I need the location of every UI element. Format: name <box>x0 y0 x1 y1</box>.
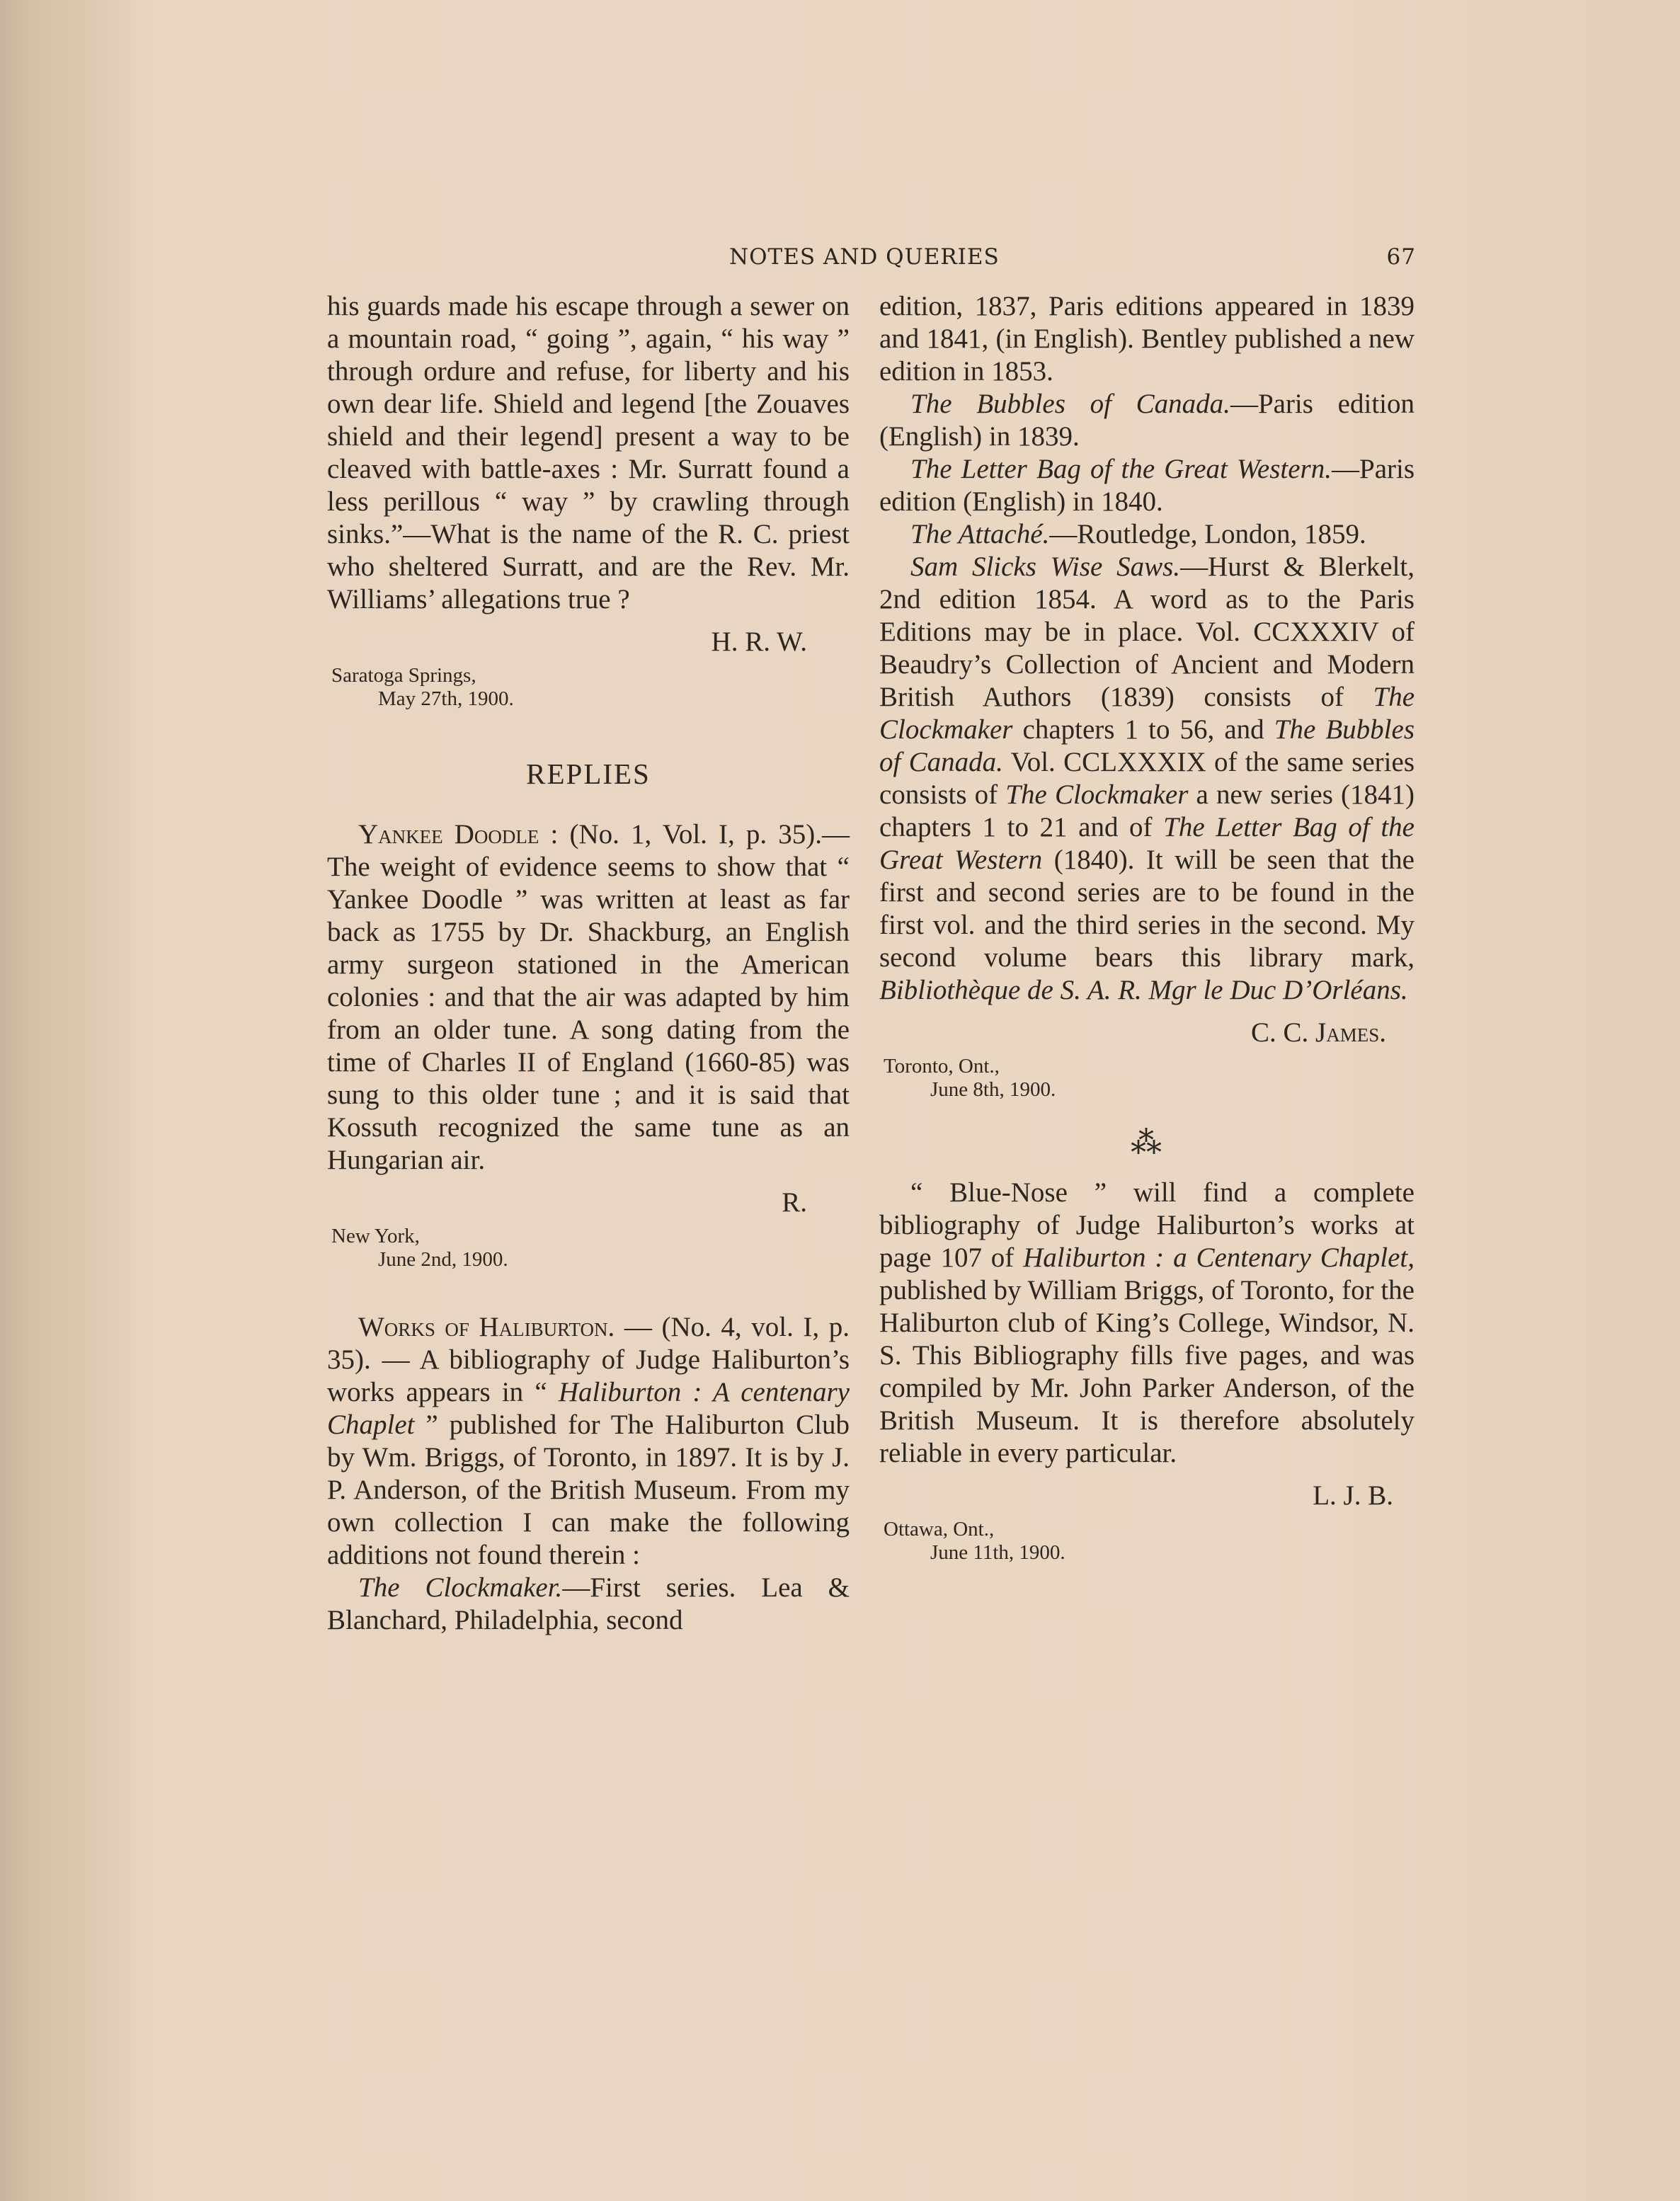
dateline-place: New York, <box>331 1225 420 1247</box>
entry-wise-saws: Sam Slicks Wise Saws.—Hurst & Blerkelt, 2nd edition 1854. A word as to the Paris Editions may be in place. Vol. CCXXXIV of Beaudry’s Collection of Ancient and Modern British Authors (1839) consists of The Clockmaker chapters 1 to 56, and The Bubbles of Canada. Vol. CCLXXXIX of the same series consists of The Clockmaker a new series (1841) chapters 1 to 21 and of The Letter Bag of the Great Western (1840). It will be seen that the first and second series are to be found in the first vol. and the third series in the second. My second volume bears this library mark, Bibliothèque de S. A. R. Mgr le Duc D’Orléans. <box>879 551 1415 1005</box>
reply-heading: Works of Haliburton. <box>358 1312 615 1342</box>
dateline-date: May 27th, 1900. <box>378 687 514 710</box>
signature-r: R. <box>782 1187 807 1218</box>
dateline-place: Saratoga Springs, <box>331 664 476 687</box>
running-header <box>326 244 1416 280</box>
entry-bubbles-of-canada: The Bubbles of Canada.—Paris edition (English) in 1839. <box>879 389 1415 452</box>
header-title: NOTES AND QUERIES <box>729 244 1000 270</box>
dateline-date: June 2nd, 1900. <box>378 1248 508 1271</box>
right-paragraph-1: edition, 1837, Paris editions appeared in 1839 and 1841, (in English). Bentley published a new edition in 1853. <box>879 291 1415 387</box>
page-gutter-shadow <box>0 0 142 2201</box>
reply-yankee-doodle <box>327 818 850 1177</box>
dateline-place: Ottawa, Ont., <box>884 1518 995 1540</box>
reply-works-of-haliburton: Works of Haliburton. — (No. 4, vol. I, p. 35). — A bibliography of Judge Haliburton’s works appears in “ Haliburton : A centenary Chaplet ” published for The Haliburton Club by Wm. Briggs, of Toronto, in 1897. It is by J. P. Anderson, of the British Museum. From my own collection I can make the following additions not found therein : <box>327 1312 850 1570</box>
left-paragraph-1: his guards made his escape through a sewer on a mountain road, “ going ”, again, “ his way ” through ordure and refuse, for liberty and his own dear life. Shield and legend [the Zouaves shield and their legend] present a way to be cleaved with battle-axes : Mr. Surratt found a less perillous “ way ” by crawling through sinks.”—What is the name of the R. C. priest who sheltered Surratt, and are the Rev. Mr. Williams’ allegations true ? <box>327 291 850 614</box>
right-column <box>879 290 1415 1565</box>
left-column <box>327 290 850 1637</box>
dateline-date: June 11th, 1900. <box>930 1541 1065 1564</box>
signature-cc-james: C. C. James. <box>1251 1017 1386 1048</box>
page-number: 67 <box>1386 244 1416 270</box>
dateline-place: Toronto, Ont., <box>884 1055 1000 1077</box>
dateline-ottawa <box>884 1518 1415 1565</box>
dateline-new-york <box>331 1225 850 1271</box>
section-heading-replies: REPLIES <box>526 758 651 790</box>
asterism-divider: ⁂ <box>1131 1126 1163 1160</box>
reply-body: : (No. 1, Vol. I, p. 35).—The weight of evidence seems to show that “ Yankee Doodle ” was written at least as far back as 1755 by Dr. Shackburg, an English army surgeon stationed in the American colonies : and that the air was adapted by him from an older tune. A song dating from the time of Charles II of England (1660-85) was sung to this older tune ; and it is said that Kossuth recognized the same tune as an Hungarian air. <box>327 819 850 1175</box>
signature-hrw: H. R. W. <box>711 627 807 657</box>
entry-attache: The Attaché.—Routledge, London, 1859. <box>910 519 1366 549</box>
reply-heading: Yankee Doodle <box>358 819 539 850</box>
dateline-date: June 8th, 1900. <box>930 1078 1056 1101</box>
reply-blue-nose: “ Blue-Nose ” will find a complete bibliography of Judge Haliburton’s works at page 107 of Haliburton : a Centenary Chaplet, published by William Briggs, of Toronto, for the Haliburton club of King’s College, Windsor, N. S. This Bibliography fills five pages, and was compiled by Mr. John Parker Anderson, of the British Museum. It is therefore absolutely reliable in every particular. <box>879 1177 1415 1468</box>
signature-ljb: L. J. B. <box>1313 1480 1393 1511</box>
dateline-saratoga <box>331 664 850 711</box>
entry-clockmaker: The Clockmaker.—First series. Lea & Blanchard, Philadelphia, second <box>327 1572 850 1635</box>
dateline-toronto <box>884 1055 1415 1102</box>
entry-letter-bag: The Letter Bag of the Great Western.—Paris edition (English) in 1840. <box>879 454 1415 517</box>
